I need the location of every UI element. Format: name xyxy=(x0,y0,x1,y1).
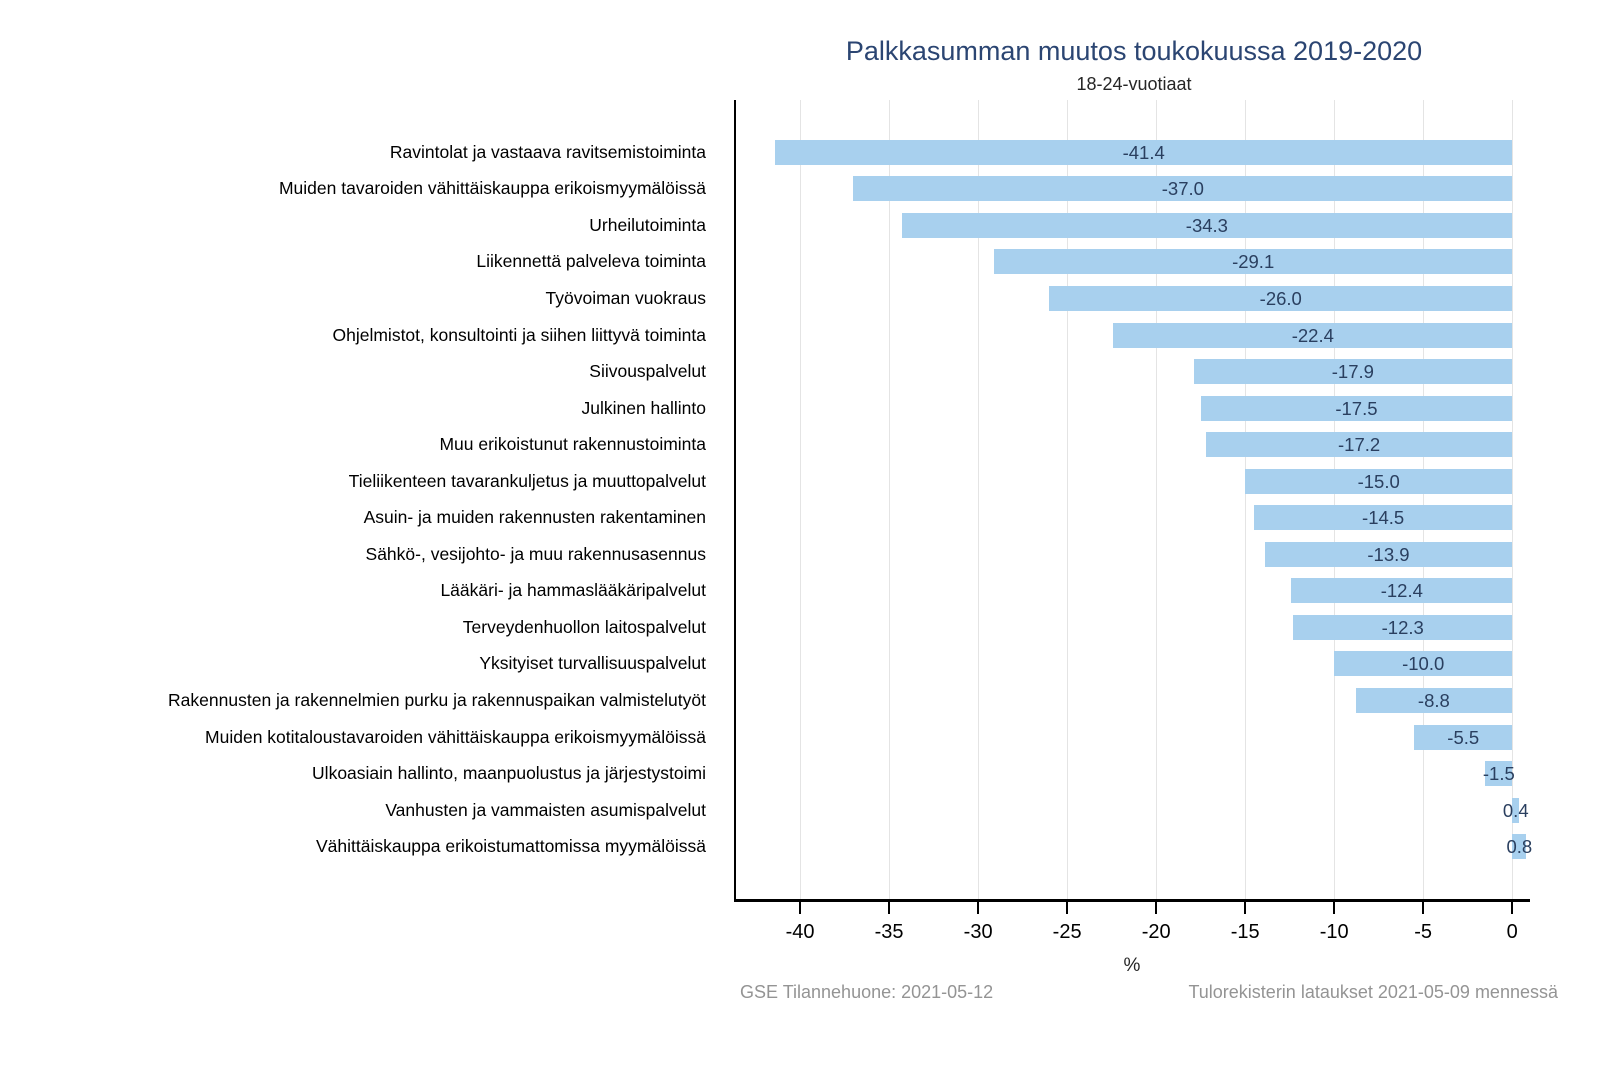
category-label: Lääkäri- ja hammaslääkäripalvelut xyxy=(440,580,706,601)
x-tick-mark xyxy=(1066,902,1068,914)
x-tick-label: -15 xyxy=(1230,921,1260,943)
category-label: Sähkö-, vesijohto- ja muu rakennusasennus xyxy=(365,543,706,564)
x-tick-label: -20 xyxy=(1141,921,1171,943)
gridline xyxy=(800,100,801,899)
bar-value-label: -37.0 xyxy=(1161,178,1204,200)
bar-value-label: -13.9 xyxy=(1367,543,1410,565)
x-tick-label: 0 xyxy=(1506,921,1518,943)
chart-subtitle: 18-24-vuotiaat xyxy=(1076,74,1192,94)
x-tick-label: -10 xyxy=(1319,921,1349,943)
bar-value-label: -17.5 xyxy=(1335,397,1378,419)
x-tick-mark xyxy=(799,902,801,914)
x-tick-label: -35 xyxy=(874,921,904,943)
bar-value-label: -12.4 xyxy=(1380,580,1423,602)
category-label: Terveydenhuollon laitospalvelut xyxy=(462,616,706,637)
gridline xyxy=(889,100,890,899)
bar-value-label: -5.5 xyxy=(1447,726,1480,748)
chart-title: Palkkasumman muutos toukokuussa 2019-2020 xyxy=(845,36,1423,66)
category-label: Siivouspalvelut xyxy=(589,361,706,382)
footer-source-left: GSE Tilannehuone: 2021-05-12 xyxy=(740,982,994,1002)
bar-value-label: -17.9 xyxy=(1331,361,1374,383)
category-label: Muiden tavaroiden vähittäiskauppa erikoismyymälöissä xyxy=(278,178,706,199)
category-label: Vähittäiskauppa erikoistumattomissa myymälöissä xyxy=(315,836,706,857)
x-tick-label: -30 xyxy=(963,921,993,943)
category-label: Vanhusten ja vammaisten asumispalvelut xyxy=(385,799,706,820)
x-tick-mark xyxy=(1244,902,1246,914)
bar-value-label: -29.1 xyxy=(1232,251,1275,273)
chart-footer xyxy=(740,982,1558,1003)
category-label: Liikennettä palveleva toiminta xyxy=(476,251,706,272)
bar-value-label: -12.3 xyxy=(1381,616,1424,638)
category-label: Asuin- ja muiden rakennusten rakentaminen xyxy=(363,507,706,528)
bar-value-label: -22.4 xyxy=(1291,324,1334,346)
category-label: Ohjelmistot, konsultointi ja siihen liittyvä toiminta xyxy=(332,324,706,345)
category-label: Ravintolat ja vastaava ravitsemistoiminta xyxy=(389,141,706,162)
bar-value-label: 0.8 xyxy=(1506,836,1533,858)
bar-value-label: -14.5 xyxy=(1362,507,1405,529)
x-tick-label: -25 xyxy=(1052,921,1082,943)
x-tick-label: -40 xyxy=(785,921,815,943)
x-tick-mark xyxy=(977,902,979,914)
x-axis-title: % xyxy=(1123,955,1141,976)
bar-value-label: -10.0 xyxy=(1402,653,1445,675)
category-label: Muiden kotitaloustavaroiden vähittäiskauppa erikoismyymälöissä xyxy=(205,726,706,747)
category-label: Yksityiset turvallisuuspalvelut xyxy=(479,653,706,674)
plot-area xyxy=(734,100,1533,943)
x-tick-mark xyxy=(1511,902,1513,914)
category-label: Muu erikoistunut rakennustoiminta xyxy=(439,434,706,455)
category-label: Tieliikenteen tavarankuljetus ja muuttopalvelut xyxy=(348,470,706,491)
x-tick-label: -5 xyxy=(1414,921,1433,943)
bar-value-label: -34.3 xyxy=(1185,214,1228,236)
category-label: Ulkoasiain hallinto, maanpuolustus ja järjestystoimi xyxy=(312,763,706,784)
footer-source-right: Tulorekisterin lataukset 2021-05-09 mennessä xyxy=(1188,982,1558,1002)
category-label: Julkinen hallinto xyxy=(581,397,706,418)
bar-value-label: -41.4 xyxy=(1122,141,1165,163)
bar-value-label: -8.8 xyxy=(1417,690,1450,712)
bar-value-label: -1.5 xyxy=(1482,763,1515,785)
category-label: Rakennusten ja rakennelmien purku ja rakennuspaikan valmistelutyöt xyxy=(168,690,706,711)
bar-value-label: -26.0 xyxy=(1259,287,1302,309)
x-tick-mark xyxy=(1422,902,1424,914)
category-label: Urheilutoiminta xyxy=(589,214,706,235)
bar-value-label: 0.4 xyxy=(1502,799,1529,821)
x-tick-mark xyxy=(888,902,890,914)
bar-value-label: -17.2 xyxy=(1338,434,1381,456)
bar-value-label: -15.0 xyxy=(1357,470,1400,492)
x-tick-mark xyxy=(1155,902,1157,914)
category-label: Työvoiman vuokraus xyxy=(545,287,706,308)
x-tick-mark xyxy=(1333,902,1335,914)
